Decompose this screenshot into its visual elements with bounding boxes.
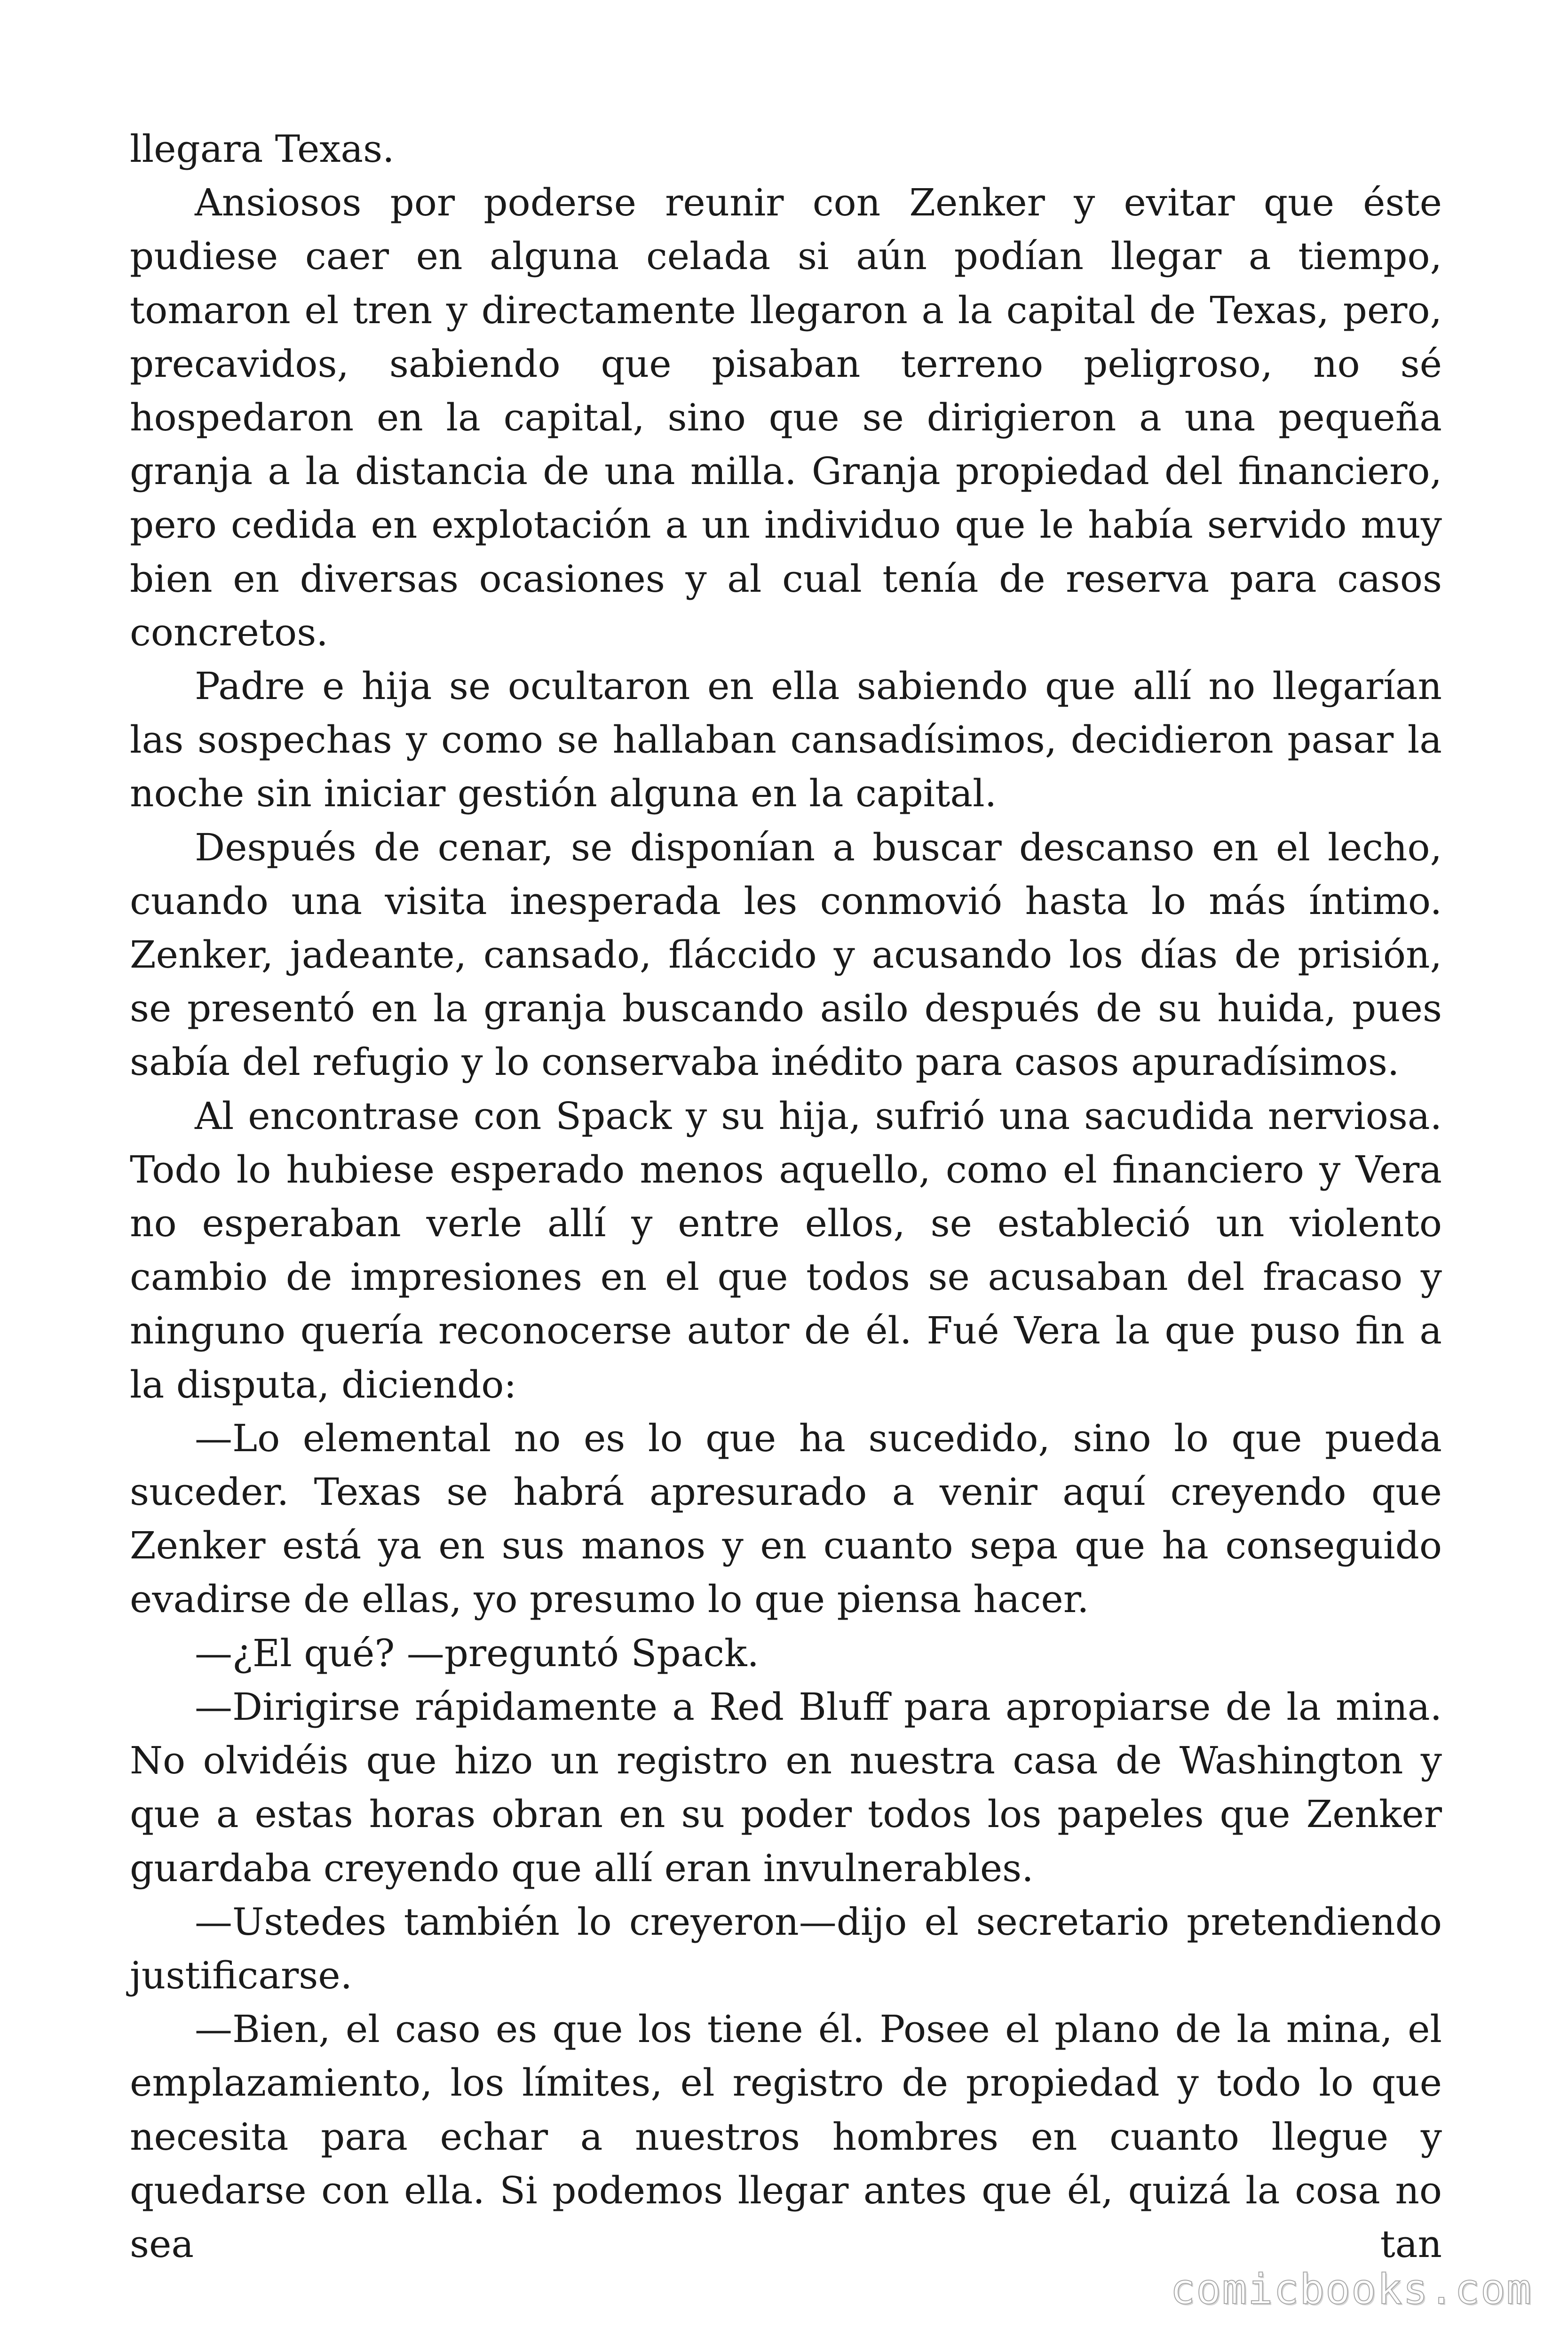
paragraph: Padre e hija se ocultaron en ella sabiendo que allí no llegarían las sospechas y como se hallaban cansadísimos, decidieron pasar la noche sin iniciar gestión alguna en la capital.: [130, 664, 1442, 816]
paragraph: Ansiosos por poderse reunir con Zenker y evitar que éste pudiese caer en alguna celada si aún podían llegar a tiempo, tomaron el tren y directamente llegaron a la capital de Texas, pero, precavidos, sabiendo que pisaban terreno peligroso, no sé hospedaron en la capital, sino que se dirigieron a una pequeña granja a la distancia de una milla. Granja propiedad del financiero, pero cedida en explotación a un individuo que le había servido muy bien en diversas ocasiones y al cual tenía de reserva para casos concretos.: [130, 181, 1442, 654]
dialogue-paragraph: —Dirigirse rápidamente a Red Bluff para apropiarse de la mina. No olvidéis que hizo un registro en nuestra casa de Washington y que a estas horas obran en su poder todos los papeles que Zenker guardaba creyendo que allí eran invulnerables.: [130, 1685, 1442, 1890]
body-text: [130, 122, 1442, 2271]
watermark-logo: comicbooks.com: [1170, 2265, 1532, 2313]
dialogue-paragraph: —Ustedes también lo creyeron—dijo el secretario pretendiendo justificarse.: [130, 1899, 1442, 1997]
paragraph: Al encontrase con Spack y su hija, sufrió una sacudida nerviosa. Todo lo hubiese esperado menos aquello, como el financiero y Vera no esperaban verle allí y entre ellos, se estableció un violento cambio de impresiones en el que todos se acusaban del fracaso y ninguno quería reconocerse autor de él. Fué Vera la que puso fin a la disputa, diciendo:: [130, 1094, 1442, 1406]
dialogue-paragraph-continues: —Bien, el caso es que los tiene él. Posee el plano de la mina, el emplazamiento, los límites, el registro de propiedad y todo lo que necesita para echar a nuestros hombres en cuanto llegue y quedarse con ella. Si podemos llegar antes que él, quizá la cosa no sea tan: [130, 2007, 1442, 2266]
dialogue-paragraph: —¿El qué? —preguntó Spack.: [195, 1631, 759, 1675]
dialogue-paragraph: —Lo elemental no es lo que ha sucedido, sino lo que pueda suceder. Texas se habrá apresurado a venir aquí creyendo que Zenker está ya en sus manos y en cuanto sepa que ha conseguido evadirse de ellas, yo presumo lo que piensa hacer.: [130, 1416, 1442, 1621]
paragraph: Después de cenar, se disponían a buscar descanso en el lecho, cuando una visita inesperada les conmovió hasta lo más íntimo. Zenker, jadeante, cansado, fláccido y acusando los días de prisión, se presentó en la granja buscando asilo después de su huida, pues sabía del refugio y lo conservaba inédito para casos apuradísimos.: [130, 825, 1442, 1084]
paragraph-continuation: llegara Texas.: [130, 127, 395, 171]
